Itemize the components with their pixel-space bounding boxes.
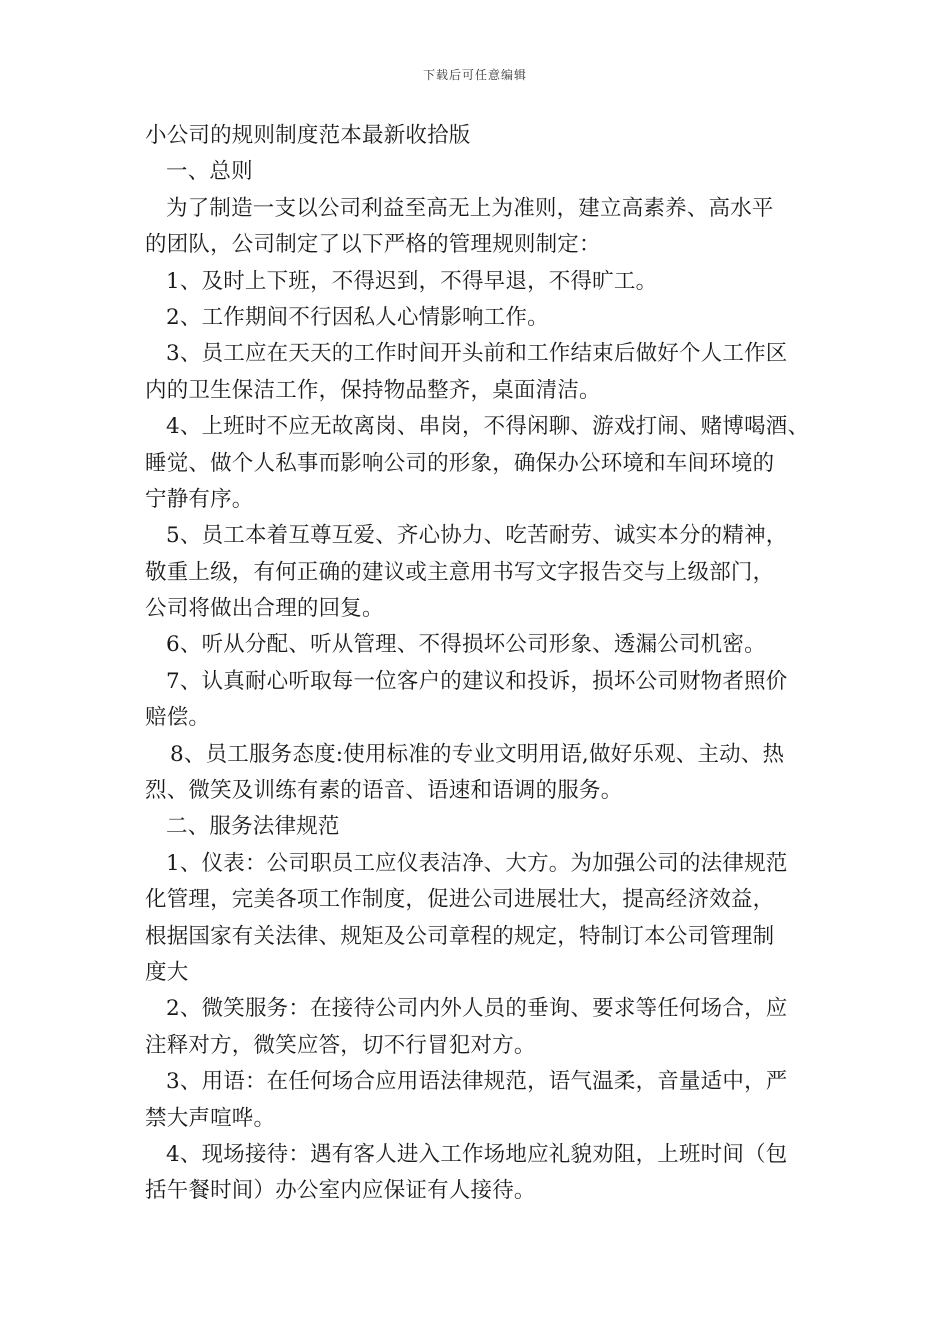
service-item-4-line: 4、现场接待：遇有客人进入工作场地应礼貌劝阻，上班时间（包 [166, 1141, 788, 1167]
service-item-3-line: 禁大声喧哗。 [145, 1105, 276, 1131]
header-note: 下载后可任意编辑 [422, 68, 527, 82]
rule-2: 2、工作期间不行因私人心情影响工作。 [166, 304, 549, 330]
rule-5-line: 公司将做出合理的回复。 [145, 596, 384, 622]
document-body [145, 118, 810, 1210]
rule-6: 6、听从分配、听从管理、不得损坏公司形象、透漏公司机密。 [166, 632, 766, 658]
service-item-1-line: 根据国家有关法律、规矩及公司章程的规定，特制订本公司管理制 [145, 923, 775, 949]
intro-line: 的团队，公司制定了以下严格的管理规则制定： [145, 232, 601, 258]
rule-5-line: 敬重上级，有何正确的建议或主意用书写文字报告交与上级部门， [145, 559, 775, 585]
service-item-4-line: 括午餐时间）办公室内应保证有人接待。 [145, 1178, 536, 1204]
rule-7-line: 赔偿。 [145, 705, 211, 731]
rule-4-line: 睡觉、做个人私事而影响公司的形象，确保办公环境和车间环境的 [145, 450, 775, 476]
rule-5-line: 5、员工本着互尊互爱、齐心协力、吃苦耐劳、诚实本分的精神， [166, 523, 788, 549]
section-heading-general: 一、总则 [166, 159, 253, 185]
rule-8-line: 烈、微笑及训练有素的语音、语速和语调的服务。 [145, 778, 623, 804]
section-heading-service: 二、服务法律规范 [166, 814, 340, 840]
service-item-3-line: 3、用语：在任何场合应用语法律规范，语气温柔，音量适中，严 [166, 1069, 788, 1095]
rule-3-line: 3、员工应在天天的工作时间开头前和工作结束后做好个人工作区 [166, 341, 788, 367]
rule-8-line: 8、员工服务态度:使用标准的专业文明用语,做好乐观、主动、热 [170, 741, 785, 767]
service-item-2-line: 注释对方，微笑应答，切不行冒犯对方。 [145, 1032, 536, 1058]
rule-1: 1、及时上下班，不得迟到，不得早退，不得旷工。 [166, 268, 658, 294]
rule-4-line: 宁静有序。 [145, 486, 254, 512]
intro-line: 为了制造一支以公司利益至高无上为准则，建立高素养、高水平 [166, 195, 774, 221]
service-item-1-line: 化管理，完美各项工作制度，促进公司进展壮大，提高经济效益， [145, 887, 775, 913]
service-item-1-line: 1、仪表：公司职员工应仪表洁净、大方。为加强公司的法律规范 [166, 850, 788, 876]
rule-4-line: 4、上班时不应无故离岗、串岗，不得闲聊、游戏打闹、赌博喝酒、 [166, 414, 810, 440]
service-item-1-line: 度大 [145, 959, 189, 985]
rule-3-line: 内的卫生保洁工作，保持物品整齐，桌面清洁。 [145, 377, 601, 403]
document-title: 小公司的规则制度范本最新收拾版 [145, 123, 471, 148]
rule-7-line: 7、认真耐心听取每一位客户的建议和投诉，损坏公司财物者照价 [166, 668, 788, 694]
service-item-2-line: 2、微笑服务：在接待公司内外人员的垂询、要求等任何场合，应 [166, 996, 788, 1022]
